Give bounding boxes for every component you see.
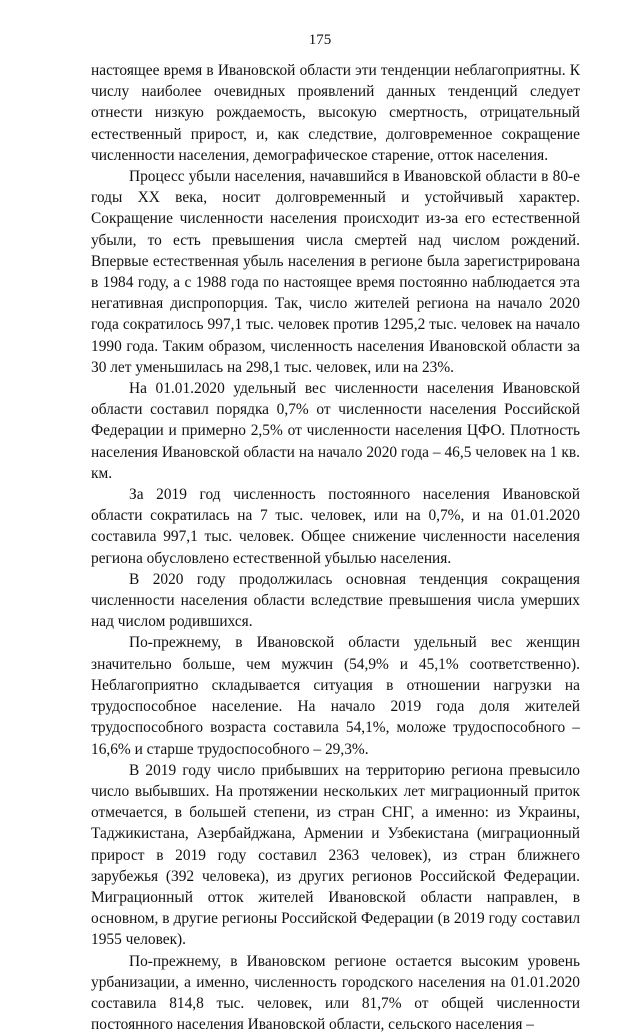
paragraph-migration: В 2019 году число прибывших на территорию региона превысило число выбывших. На протяжении нескольких лет миграционный приток отмечается, в большей степени, из стран СНГ, а именно: из Украины, Таджикистана, Азербайджана, Армении и Узбекистана (миграционный прирост в 2019 году составил 2363 человек), из стран ближнего зарубежья (392 человека), из других регионов Российской Федерации. Миграционный отток жителей Ивановской области направлен, в основном, в другие регионы Российской Федерации (в 2019 году составил 1955 человек). bbox=[91, 761, 580, 949]
document-body bbox=[91, 60, 580, 1035]
paragraph-population-share: На 01.01.2020 удельный вес численности населения Ивановской области составил порядка 0,7% от численности населения Российской Федерации и примерно 2,5% от численности населения ЦФО. Плотность населения Ивановской области на начало 2020 года – 46,5 человек на 1 кв. км. bbox=[91, 380, 580, 482]
page-number: 175 bbox=[308, 32, 332, 48]
paragraph-gender-age: По-прежнему, в Ивановской области удельный вес женщин значительно больше, чем мужчин (54,9% и 45,1% соответственно). Неблагоприятно складывается ситуация в отношении нагрузки на трудоспособное население. На начало 2019 года доля жителей трудоспособного возраста составила 54,1%, моложе трудоспособного – 16,6% и старше трудоспособного – 29,3%. bbox=[91, 634, 580, 758]
paragraph-2020-trend: В 2020 году продолжилась основная тенденция сокращения численности населения области вследствие превышения числа умерших над числом родившихся. bbox=[91, 570, 580, 631]
paragraph-2019-decrease: За 2019 год численность постоянного населения Ивановской области сократилась на 7 тыс. человек, или на 0,7%, и на 01.01.2020 составила 997,1 тыс. человек. Общее снижение численности населения региона обусловлено естественной убылью населения. bbox=[91, 486, 580, 567]
paragraph-continuation: настоящее время в Ивановской области эти тенденции неблагоприятны. К числу наиболее очевидных проявлений данных тенденций следует отнести низкую рождаемость, высокую смертность, отрицательный естественный прирост, и, как следствие, долговременное сокращение численности населения, демографическое старение, отток населения. bbox=[91, 62, 580, 164]
paragraph-population-decline: Процесс убыли населения, начавшийся в Ивановской области в 80-е годы XX века, носит долговременный и устойчивый характер. Сокращение численности населения происходит из-за его естественной убыли, то есть превышения числа смертей над числом рождений. Впервые естественная убыль населения в регионе была зарегистрирована в 1984 году, а с 1988 года по настоящее время постоянно наблюдается эта негативная диспропорция. Так, число жителей региона на начало 2020 года сократилось 997,1 тыс. человек против 1295,2 тыс. человек на начало 1990 года. Таким образом, численность населения Ивановской области за 30 лет уменьшилась на 298,1 тыс. человек, или на 23%. bbox=[91, 168, 580, 376]
paragraph-urbanization: По-прежнему, в Ивановском регионе остается высоким уровень урбанизации, а именно, численность городского населения на 01.01.2020 составила 814,8 тыс. человек, или 81,7% от общей численности постоянного населения Ивановской области, сельского населения – bbox=[91, 952, 580, 1034]
